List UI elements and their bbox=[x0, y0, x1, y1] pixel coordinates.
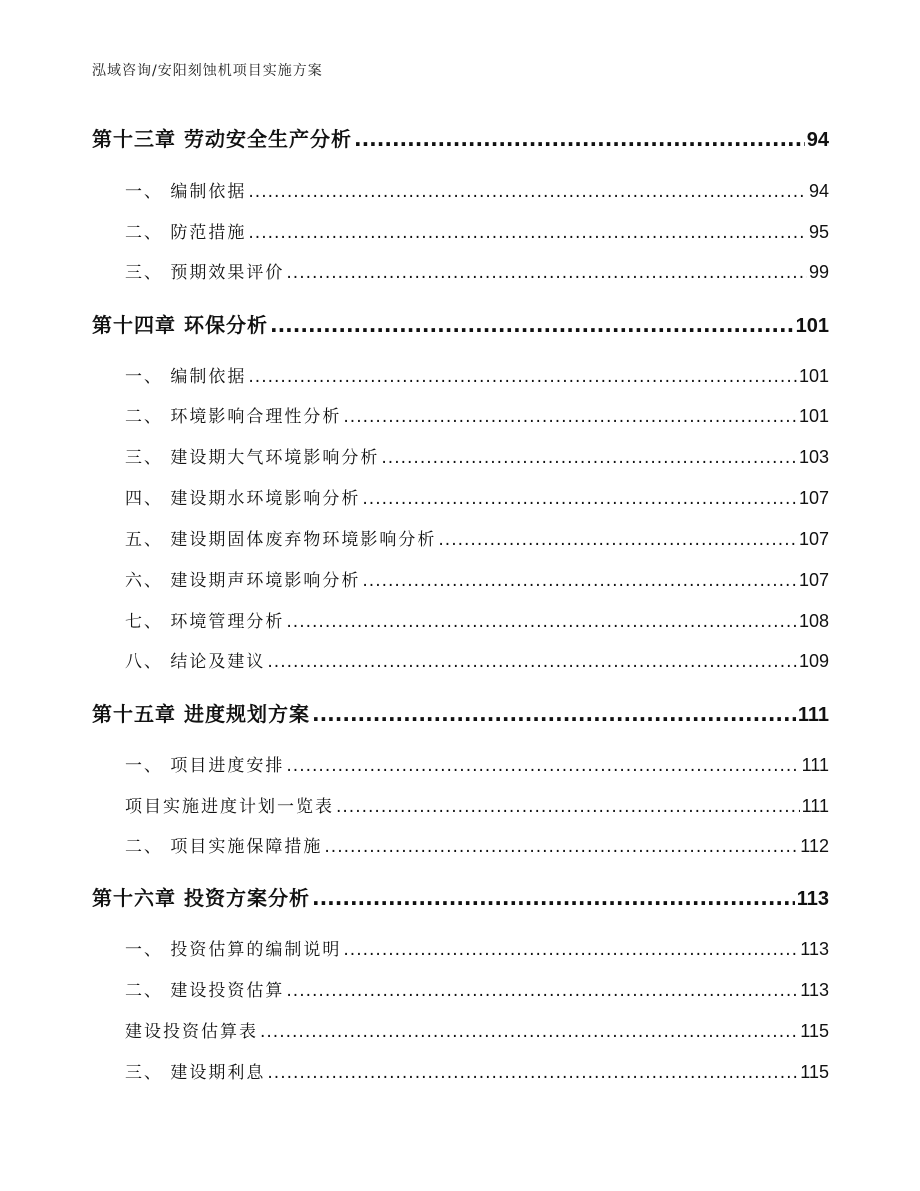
toc-entry-title: 第十六章 投资方案分析 bbox=[92, 886, 310, 910]
toc-page-number: 111 bbox=[797, 704, 829, 726]
dot-leader bbox=[312, 886, 795, 910]
toc-entry-title: 三、 建设期大气环境影响分析 bbox=[125, 448, 380, 468]
dot-leader bbox=[343, 407, 797, 427]
toc-page-number: 94 bbox=[808, 181, 829, 201]
toc-page-number: 112 bbox=[800, 836, 829, 856]
toc-section[interactable] bbox=[125, 566, 829, 591]
toc-table-entry[interactable] bbox=[125, 792, 829, 817]
toc-entry-title: 第十三章 劳动安全生产分析 bbox=[92, 127, 352, 151]
running-header: 泓域咨询/安阳刻蚀机项目实施方案 bbox=[92, 63, 323, 79]
toc-section[interactable] bbox=[125, 751, 829, 776]
toc-page-number: 115 bbox=[800, 1062, 829, 1082]
toc-entry-title: 建设投资估算表 bbox=[125, 1022, 258, 1042]
dot-leader bbox=[438, 530, 797, 550]
toc-entry-title: 六、 建设期声环境影响分析 bbox=[125, 571, 361, 591]
toc-section[interactable] bbox=[125, 935, 829, 960]
toc-section[interactable] bbox=[125, 976, 829, 1001]
toc-entry-title: 四、 建设期水环境影响分析 bbox=[125, 489, 361, 509]
toc-entry-title: 五、 建设期固体废弃物环境影响分析 bbox=[125, 530, 437, 550]
toc-section[interactable] bbox=[125, 607, 829, 632]
dot-leader bbox=[267, 652, 797, 672]
dot-leader bbox=[286, 756, 799, 776]
dot-leader bbox=[286, 612, 797, 632]
toc-page-number: 95 bbox=[808, 222, 829, 242]
toc-section[interactable] bbox=[125, 258, 829, 283]
toc-entry-title: 三、 建设期利息 bbox=[125, 1063, 266, 1083]
dot-leader bbox=[270, 313, 794, 337]
toc-page-number: 101 bbox=[798, 406, 829, 426]
toc-chapter-14[interactable] bbox=[92, 309, 829, 338]
toc-entry-title: 七、 环境管理分析 bbox=[125, 612, 285, 632]
toc-page-number: 115 bbox=[800, 1021, 829, 1041]
dot-leader bbox=[312, 702, 796, 726]
toc-entry-title: 八、 结论及建议 bbox=[125, 652, 266, 672]
toc-table-entry[interactable] bbox=[125, 1017, 829, 1042]
toc-entry-title: 一、 编制依据 bbox=[125, 367, 247, 387]
toc-section[interactable] bbox=[125, 484, 829, 509]
dot-leader bbox=[354, 127, 805, 151]
toc-page-number: 113 bbox=[796, 888, 829, 910]
toc-entry-title: 二、 防范措施 bbox=[125, 223, 247, 243]
toc-page-number: 99 bbox=[808, 262, 829, 282]
toc-section[interactable] bbox=[125, 402, 829, 427]
toc-entry-title: 一、 项目进度安排 bbox=[125, 756, 285, 776]
toc-entry-title: 第十五章 进度规划方案 bbox=[92, 702, 310, 726]
toc-entry-title: 三、 预期效果评价 bbox=[125, 263, 285, 283]
toc-section[interactable] bbox=[125, 1058, 829, 1083]
toc-page-number: 101 bbox=[798, 366, 829, 386]
toc-chapter-15[interactable] bbox=[92, 698, 829, 727]
toc-section[interactable] bbox=[125, 177, 829, 202]
toc-section[interactable] bbox=[125, 525, 829, 550]
toc-section[interactable] bbox=[125, 362, 829, 387]
toc-page-number: 109 bbox=[798, 651, 829, 671]
dot-leader bbox=[324, 837, 798, 857]
dot-leader bbox=[248, 367, 797, 387]
dot-leader bbox=[267, 1063, 798, 1083]
toc-entry-title: 项目实施进度计划一览表 bbox=[125, 797, 334, 817]
dot-leader bbox=[362, 571, 797, 591]
toc-chapter-13[interactable] bbox=[92, 123, 829, 152]
dot-leader bbox=[286, 981, 798, 1001]
toc-entry-title: 一、 编制依据 bbox=[125, 182, 247, 202]
toc-page-number: 103 bbox=[798, 447, 829, 467]
toc-section[interactable] bbox=[125, 443, 829, 468]
toc-page-number: 113 bbox=[800, 980, 829, 1000]
dot-leader bbox=[260, 1022, 798, 1042]
toc-entry-title: 一、 投资估算的编制说明 bbox=[125, 940, 342, 960]
toc-page-number: 107 bbox=[798, 529, 829, 549]
dot-leader bbox=[362, 489, 797, 509]
dot-leader bbox=[343, 940, 798, 960]
toc-page-number: 107 bbox=[798, 570, 829, 590]
toc-page-number: 108 bbox=[798, 611, 829, 631]
toc-entry-title: 二、 环境影响合理性分析 bbox=[125, 407, 342, 427]
dot-leader bbox=[336, 797, 800, 817]
toc-section[interactable] bbox=[125, 832, 829, 857]
toc-section[interactable] bbox=[125, 218, 829, 243]
toc-page-number: 101 bbox=[795, 315, 829, 337]
toc-page-number: 113 bbox=[800, 939, 829, 959]
dot-leader bbox=[248, 223, 807, 243]
toc-page-number: 107 bbox=[798, 488, 829, 508]
toc-chapter-16[interactable] bbox=[92, 882, 829, 911]
dot-leader bbox=[248, 182, 807, 202]
toc-page-number: 111 bbox=[801, 796, 829, 816]
toc-entry-title: 二、 项目实施保障措施 bbox=[125, 837, 323, 857]
header-divider bbox=[92, 84, 828, 85]
toc-entry-title: 二、 建设投资估算 bbox=[125, 981, 285, 1001]
dot-leader bbox=[286, 263, 807, 283]
toc-section[interactable] bbox=[125, 647, 829, 672]
dot-leader bbox=[381, 448, 797, 468]
toc-page-number: 94 bbox=[806, 129, 829, 151]
toc-page-number: 111 bbox=[801, 755, 829, 775]
toc-entry-title: 第十四章 环保分析 bbox=[92, 313, 268, 337]
